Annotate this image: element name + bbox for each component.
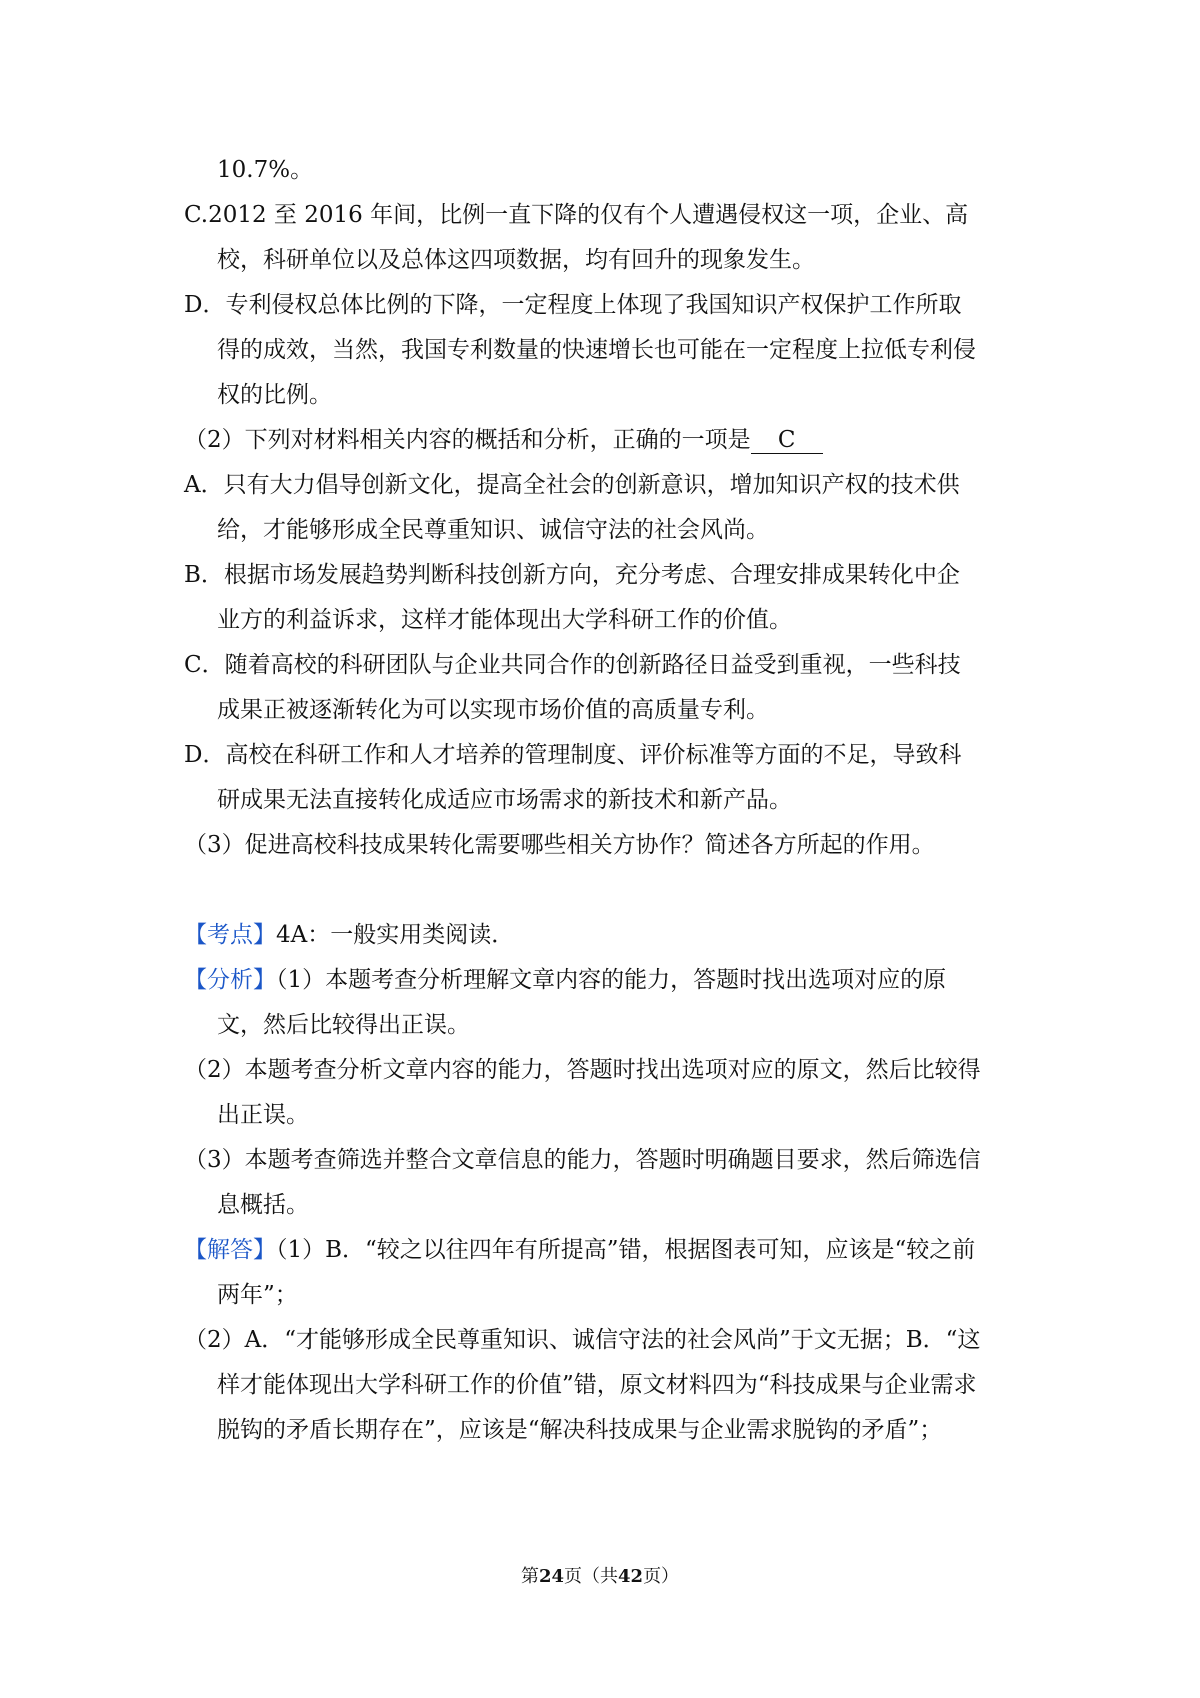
text-line: 文，然后比较得出正误。 bbox=[217, 1012, 470, 1038]
fenxi-label: 【分析】 bbox=[184, 967, 276, 993]
page-footer bbox=[0, 1565, 1200, 1589]
fenxi-text: （1）本题考查分析理解文章内容的能力，答题时找出选项对应的原 bbox=[276, 967, 947, 993]
text-line: （2）本题考查分析文章内容的能力，答题时找出选项对应的原文，然后比较得 bbox=[184, 1057, 981, 1083]
footer-prefix: 第 bbox=[520, 1566, 539, 1587]
option-a-line: A．只有大力倡导创新文化，提高全社会的创新意识，增加知识产权的技术供 bbox=[184, 472, 960, 498]
kaodian-line bbox=[184, 920, 1200, 950]
text-line: （2）A．“才能够形成全民尊重知识、诚信守法的社会风尚”于文无据；B．“这 bbox=[184, 1327, 981, 1353]
footer-suffix: 页） bbox=[643, 1566, 680, 1587]
kaodian-label: 【考点】 bbox=[184, 922, 276, 948]
text-line: 校，科研单位以及总体这四项数据，均有回升的现象发生。 bbox=[217, 247, 815, 273]
text-line: 成果正被逐渐转化为可以实现市场价值的高质量专利。 bbox=[217, 697, 769, 723]
fenxi-line bbox=[184, 965, 1200, 995]
jieda-text: （1）B．“较之以往四年有所提高”错，根据图表可知，应该是“较之前 bbox=[276, 1237, 976, 1263]
text-line: 10.7%。 bbox=[217, 157, 314, 183]
answer-blank: C bbox=[751, 427, 823, 454]
text-line: 给，才能够形成全民尊重知识、诚信守法的社会风尚。 bbox=[217, 517, 769, 543]
text-line: 息概括。 bbox=[217, 1192, 309, 1218]
total-pages: 42 bbox=[618, 1566, 644, 1587]
text-line: 权的比例。 bbox=[217, 382, 332, 408]
jieda-line bbox=[184, 1235, 1200, 1265]
text-line: （3）本题考查筛选并整合文章信息的能力，答题时明确题目要求，然后筛选信 bbox=[184, 1147, 981, 1173]
option-c-line: C．随着高校的科研团队与企业共同合作的创新路径日益受到重视，一些科技 bbox=[184, 652, 961, 678]
question-2-text: （2）下列对材料相关内容的概括和分析，正确的一项是 bbox=[184, 427, 751, 453]
footer-mid: 页（共 bbox=[564, 1566, 618, 1587]
text-line: 样才能体现出大学科研工作的价值”错，原文材料四为“科技成果与企业需求 bbox=[217, 1372, 977, 1398]
text-line: 脱钩的矛盾长期存在”，应该是“解决科技成果与企业需求脱钩的矛盾”； bbox=[217, 1417, 943, 1443]
page-number: 24 bbox=[538, 1566, 564, 1587]
option-d-line: D．高校在科研工作和人才培养的管理制度、评价标准等方面的不足，导致科 bbox=[184, 742, 962, 768]
jieda-label: 【解答】 bbox=[184, 1237, 276, 1263]
text-line: 业方的利益诉求，这样才能体现出大学科研工作的价值。 bbox=[217, 607, 792, 633]
text-line: 研成果无法直接转化成适应市场需求的新技术和新产品。 bbox=[217, 787, 792, 813]
kaodian-text: 4A：一般实用类阅读． bbox=[276, 922, 515, 948]
text-line: 出正误。 bbox=[217, 1102, 309, 1128]
question-3-line: （3）促进高校科技成果转化需要哪些相关方协作？简述各方所起的作用。 bbox=[184, 832, 935, 858]
text-line: 两年”； bbox=[217, 1282, 298, 1308]
text-line: 得的成效，当然，我国专利数量的快速增长也可能在一定程度上拉低专利侵 bbox=[217, 337, 976, 363]
option-b-line: B．根据市场发展趋势判断科技创新方向，充分考虑、合理安排成果转化中企 bbox=[184, 562, 960, 588]
question-2-line bbox=[184, 425, 1200, 455]
option-d-line: D．专利侵权总体比例的下降，一定程度上体现了我国知识产权保护工作所取 bbox=[184, 292, 962, 318]
option-c-line: C.2012 至 2016 年间，比例一直下降的仅有个人遭遇侵权这一项，企业、高 bbox=[184, 202, 969, 228]
